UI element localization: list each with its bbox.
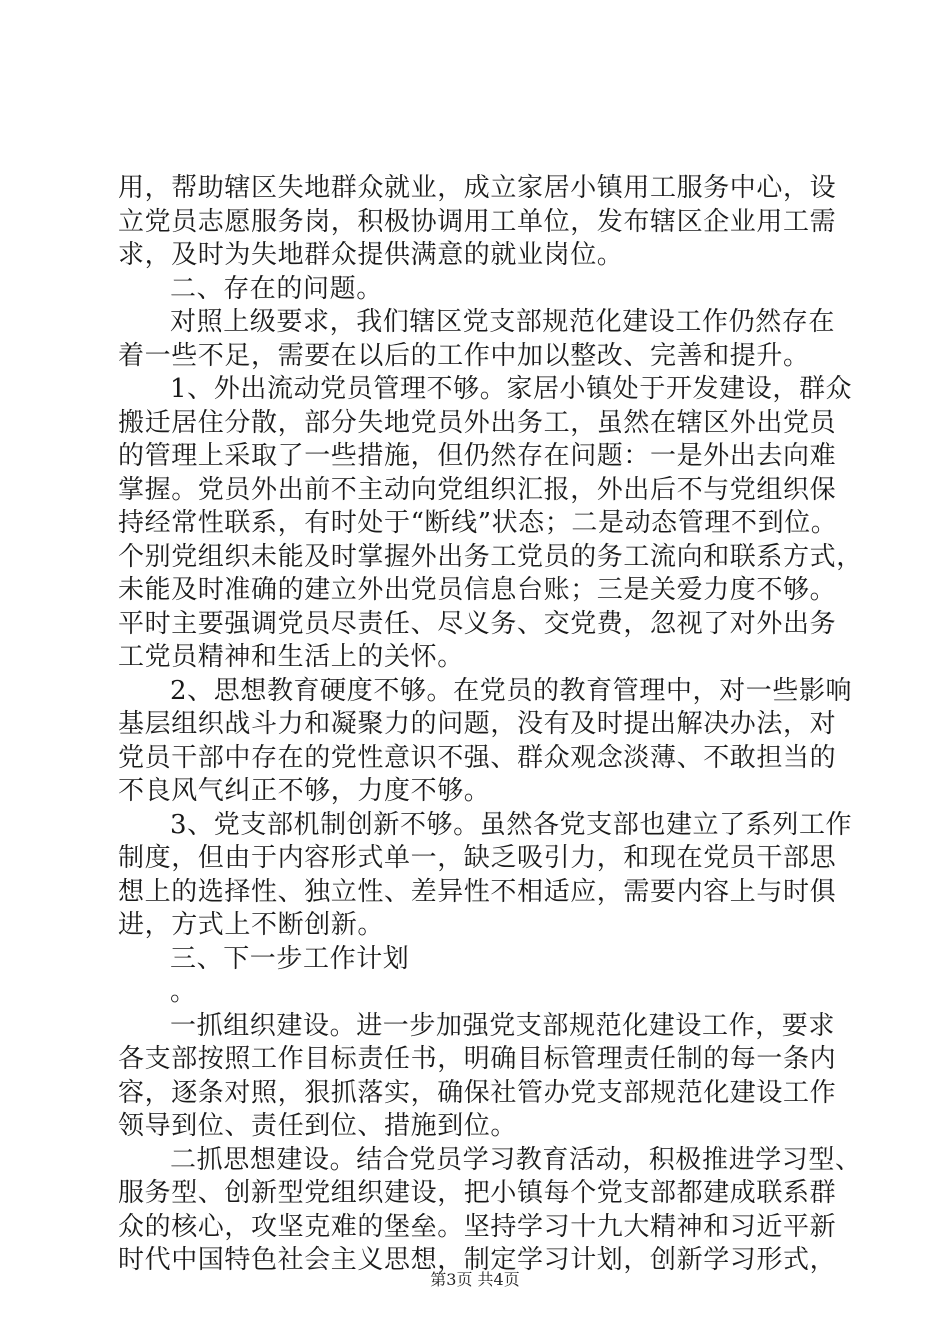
text-line: 1、外出流动党员管理不够。家居小镇处于开发建设，群众 (170, 374, 853, 404)
text-line: 掌握。党员外出前不主动向党组织汇报，外出后不与党组织保 (118, 474, 837, 505)
text-line: 着一些不足，需要在以后的工作中加以整改、完善和提升。 (118, 340, 810, 371)
text-line: 3、党支部机制创新不够。虽然各党支部也建立了系列工作 (170, 809, 853, 840)
text-line: 持经常性联系，有时处于“断线”状态；二是动态管理不到位。 (118, 508, 838, 538)
text-line: 时代中国特色社会主义思想，制定学习计划，创新学习形式， (118, 1245, 837, 1275)
text-line: 二、存在的问题。 (170, 273, 383, 304)
text-line: 进，方式上不断创新。 (118, 910, 385, 940)
text-line: 未能及时准确的建立外出党员信息台账；三是关爱力度不够。 (118, 575, 837, 605)
text-line: 不良风气纠正不够，力度不够。 (118, 776, 491, 806)
text-line: 一抓组织建设。进一步加强党支部规范化建设工作，要求 (170, 1010, 836, 1041)
page-number: 第3页 共4页 (430, 1270, 520, 1289)
text-line: 搬迁居住分散，部分失地党员外出务工，虽然在辖区外出党员 (118, 407, 837, 438)
text-line: 立党员志愿服务岗，积极协调用工单位，发布辖区企业用工需 (118, 206, 837, 237)
text-line: 平时主要强调党员尽责任、尽义务、交党费，忽视了对外出务 (118, 608, 837, 639)
text-line: 领导到位、责任到位、措施到位。 (118, 1111, 518, 1141)
text-line: 2、思想教育硬度不够。在党员的教育管理中，对一些影响 (170, 675, 853, 706)
document-body (118, 172, 863, 1278)
text-line: 想上的选择性、独立性、差异性不相适应，需要内容上与时俱 (118, 876, 837, 907)
text-line: 容，逐条对照，狠抓落实，确保社管办党支部规范化建设工作 (118, 1077, 837, 1108)
text-line: 服务型、创新型党组织建设，把小镇每个党支部都建成联系群 (118, 1178, 837, 1208)
text-line: 。 (170, 977, 197, 1007)
text-line: 各支部按照工作目标责任书，明确目标管理责任制的每一条内 (118, 1044, 837, 1074)
text-line: 工党员精神和生活上的关怀。 (118, 642, 464, 672)
text-line: 制度，但由于内容形式单一，缺乏吸引力，和现在党员干部思 (118, 843, 837, 873)
text-line: 个别党组织未能及时掌握外出务工党员的务工流向和联系方式， (118, 541, 863, 572)
text-line: 众的核心，攻坚克难的堡垒。坚持学习十九大精神和习近平新 (118, 1211, 837, 1242)
text-line: 基层组织战斗力和凝聚力的问题，没有及时提出解决办法，对 (118, 709, 837, 739)
text-line: 三、下一步工作计划 (170, 943, 410, 974)
text-line: 的管理上采取了一些措施，但仍然存在问题：一是外出去向难 (118, 441, 837, 471)
text-line: 用，帮助辖区失地群众就业，成立家居小镇用工服务中心，设 (118, 173, 837, 203)
page-footer (0, 1270, 950, 1290)
text-line: 对照上级要求，我们辖区党支部规范化建设工作仍然存在 (170, 307, 836, 337)
text-line: 党员干部中存在的党性意识不强、群众观念淡薄、不敢担当的 (118, 742, 837, 773)
text-line: 求，及时为失地群众提供满意的就业岗位。 (118, 240, 624, 270)
text-line: 二抓思想建设。结合党员学习教育活动，积极推进学习型、 (170, 1144, 862, 1175)
